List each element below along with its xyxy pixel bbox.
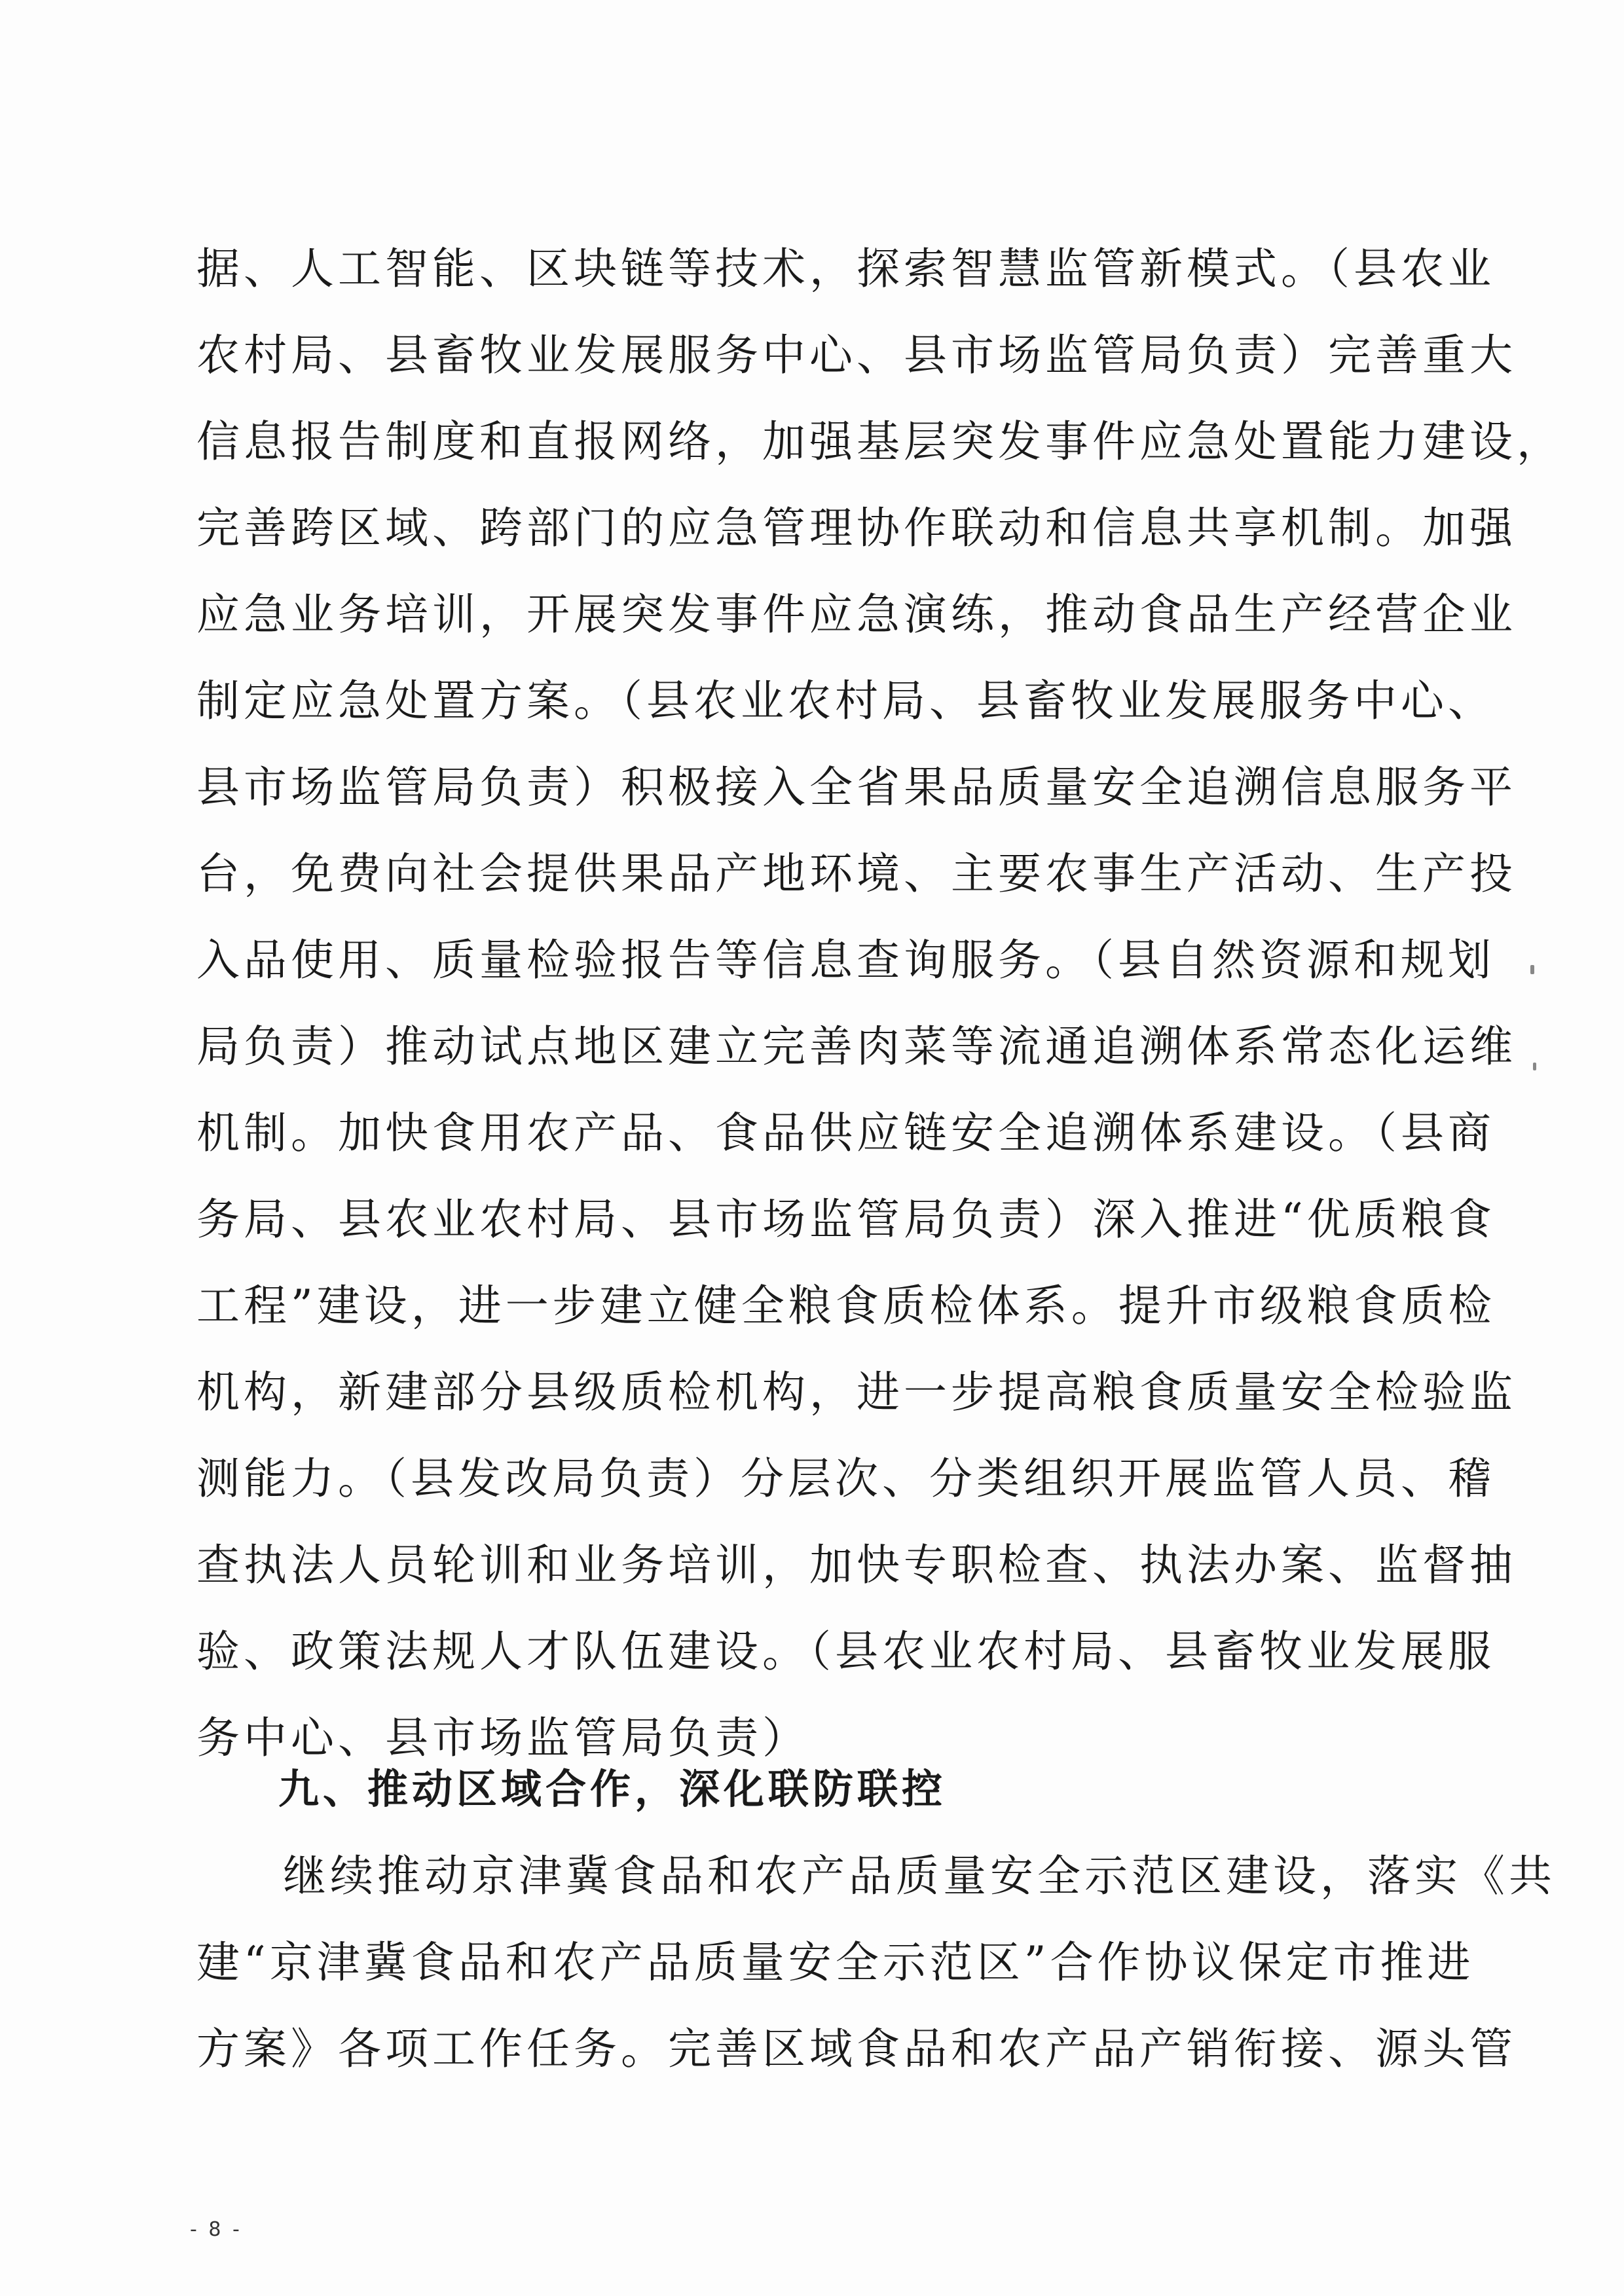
text-line: 入品使用、质量检验报告等信息查询服务。（县自然资源和规划 <box>196 935 1495 985</box>
paragraph-1 <box>196 226 1564 1781</box>
paragraph-2 <box>196 1833 1556 2092</box>
text-line: 完善跨区域、跨部门的应急管理协作联动和信息共享机制。加强 <box>196 503 1517 553</box>
text-line: 验、政策法规人才队伍建设。（县农业农村局、县畜牧业发展服 <box>196 1626 1495 1677</box>
text-line: 据、人工智能、区块链等技术，探索智慧监管新模式。（县农业 <box>196 244 1495 294</box>
text-line: 应急业务培训，开展突发事件应急演练，推动食品生产经营企业 <box>196 589 1517 640</box>
text-line: 制定应急处置方案。（县农业农村局、县畜牧业发展服务中心、 <box>196 676 1495 726</box>
text-line: 台，免费向社会提供果品产地环境、主要农事生产活动、生产投 <box>196 848 1517 899</box>
text-line: 机构，新建部分县级质检机构，进一步提高粮食质量安全检验监 <box>196 1367 1517 1417</box>
page-number: - 8 - <box>190 2218 242 2241</box>
text-line: 务中心、县市场监管局负责） <box>196 1713 809 1763</box>
text-line: 机制。加快食用农产品、食品供应链安全追溯体系建设。（县商 <box>196 1108 1495 1158</box>
text-line: 农村局、县畜牧业发展服务中心、县市场监管局负责）完善重大 <box>196 330 1517 380</box>
text-line: 工程”建设，进一步建立健全粮食质检体系。提升市级粮食质检 <box>196 1281 1496 1331</box>
section-heading: 九、推动区域合作，深化联防联控 <box>278 1765 947 1813</box>
text-line: 县市场监管局负责）积极接入全省果品质量安全追溯信息服务平 <box>196 762 1517 812</box>
text-line: 继续推动京津冀食品和农产品质量安全示范区建设，落实《共 <box>283 1851 1556 1901</box>
scan-speck <box>1533 1063 1536 1070</box>
text-line: 局负责）推动试点地区建立完善肉菜等流通追溯体系常态化运维 <box>196 1021 1517 1072</box>
text-line: 查执法人员轮训和业务培训，加快专职检查、执法办案、监督抽 <box>196 1540 1517 1590</box>
scan-speck <box>1530 965 1534 974</box>
text-line: 测能力。（县发改局负责）分层次、分类组织开展监管人员、稽 <box>196 1453 1495 1504</box>
text-line: 信息报告制度和直报网络，加强基层突发事件应急处置能力建设， <box>196 416 1564 467</box>
text-line: 建“京津冀食品和农产品质量安全示范区”合作协议保定市推进 <box>196 1937 1475 1988</box>
text-line: 方案》各项工作任务。完善区域食品和农产品产销衔接、源头管 <box>196 2024 1517 2074</box>
text-line: 务局、县农业农村局、县市场监管局负责）深入推进“优质粮食 <box>196 1194 1496 1245</box>
